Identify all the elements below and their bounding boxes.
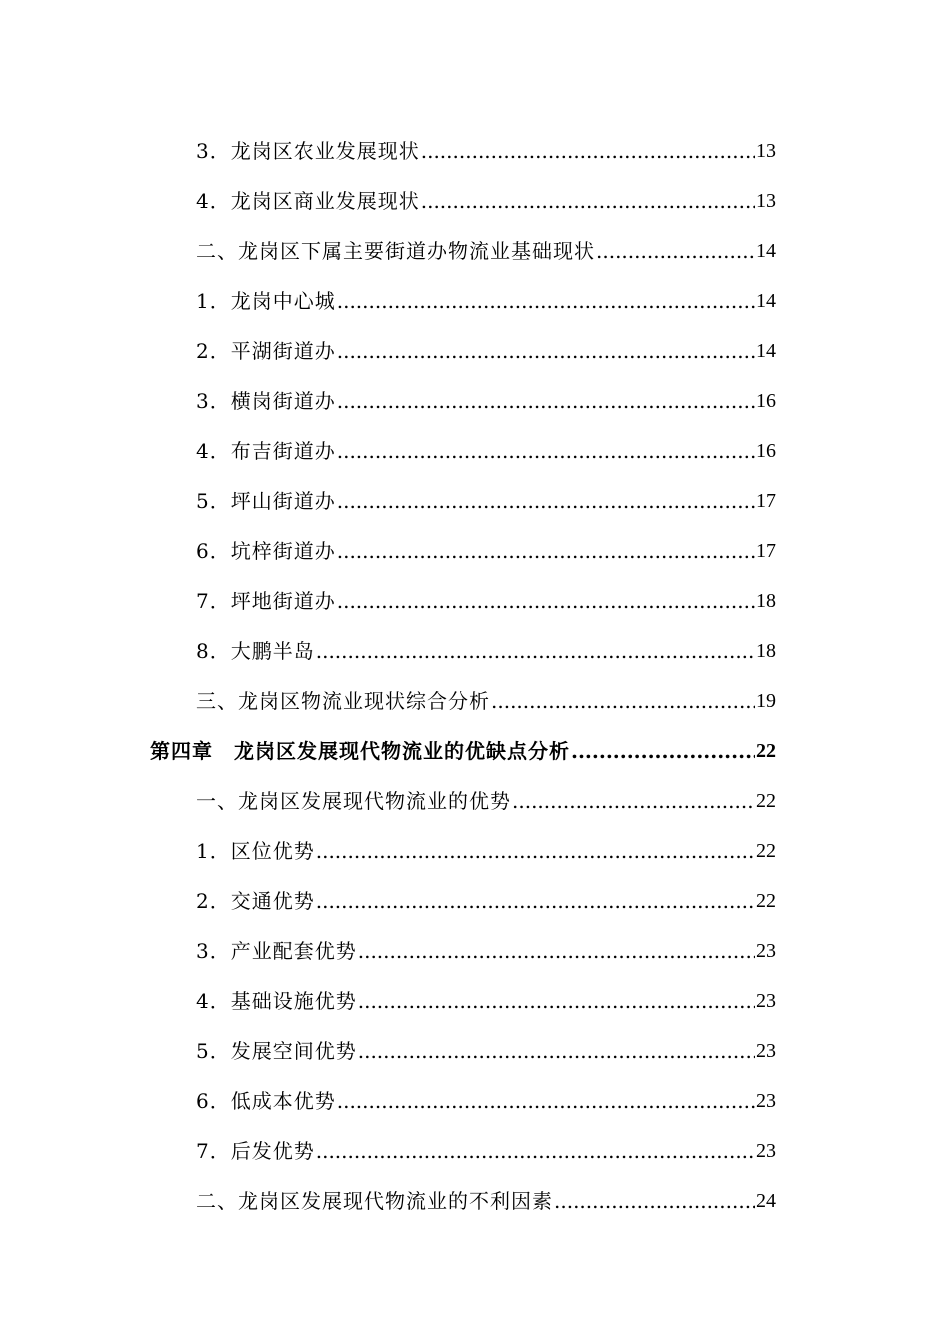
toc-entry-title: 7．后发优势 — [196, 1139, 315, 1163]
toc-entry-title: 4．龙岗区商业发展现状 — [196, 189, 420, 213]
toc-entry[interactable] — [196, 1076, 776, 1126]
toc-dot-leader — [337, 276, 755, 326]
toc-page-number: 18 — [756, 590, 776, 612]
toc-page-number: 14 — [756, 290, 776, 312]
toc-page-number: 14 — [756, 340, 776, 362]
toc-entry[interactable] — [196, 676, 776, 726]
toc-page-number: 24 — [756, 1190, 776, 1212]
toc-entry-title: 6．低成本优势 — [196, 1089, 336, 1113]
toc-entry-title: 1．区位优势 — [196, 839, 315, 863]
toc-dot-leader — [512, 776, 755, 826]
toc-dot-leader — [554, 1176, 755, 1226]
toc-dot-leader — [316, 826, 755, 876]
toc-entry[interactable] — [196, 176, 776, 226]
toc-page-number: 22 — [756, 790, 776, 812]
toc-entry[interactable] — [196, 626, 776, 676]
toc-entry-title: 三、龙岗区物流业现状综合分析 — [196, 689, 490, 713]
toc-entry-title: 6．坑梓街道办 — [196, 539, 336, 563]
toc-entry[interactable] — [196, 826, 776, 876]
toc-page-number: 16 — [756, 390, 776, 412]
toc-entry[interactable] — [196, 326, 776, 376]
toc-entry[interactable] — [196, 376, 776, 426]
toc-page-number: 16 — [756, 440, 776, 462]
toc-entry-title: 4．基础设施优势 — [196, 989, 357, 1013]
toc-page-number: 23 — [756, 1090, 776, 1112]
toc-dot-leader — [337, 1076, 755, 1126]
toc-page-number: 22 — [756, 840, 776, 862]
toc-dot-leader — [358, 926, 755, 976]
toc-entry-title: 2．平湖街道办 — [196, 339, 336, 363]
toc-page-number: 23 — [756, 940, 776, 962]
toc-dot-leader — [421, 126, 755, 176]
toc-entry-title: 3．龙岗区农业发展现状 — [196, 139, 420, 163]
toc-dot-leader — [571, 726, 755, 776]
toc-entry[interactable] — [196, 1126, 776, 1176]
toc-page-number: 13 — [756, 140, 776, 162]
toc-dot-leader — [316, 876, 755, 926]
toc-entry-title: 1．龙岗中心城 — [196, 289, 336, 313]
toc-entry-title: 5．坪山街道办 — [196, 489, 336, 513]
toc-dot-leader — [337, 576, 755, 626]
toc-dot-leader — [421, 176, 755, 226]
toc-dot-leader — [337, 476, 755, 526]
toc-dot-leader — [337, 426, 755, 476]
toc-entry-title: 一、龙岗区发展现代物流业的优势 — [196, 789, 511, 813]
toc-entry-title: 5．发展空间优势 — [196, 1039, 357, 1063]
toc-chapter-entry[interactable] — [150, 726, 776, 776]
toc-entry[interactable] — [196, 1176, 776, 1226]
toc-entry-title: 2．交通优势 — [196, 889, 315, 913]
toc-entry-title: 8．大鹏半岛 — [196, 639, 315, 663]
toc-entry[interactable] — [196, 1026, 776, 1076]
toc-page-number: 23 — [756, 990, 776, 1012]
toc-page-number: 17 — [756, 490, 776, 512]
toc-entry[interactable] — [196, 126, 776, 176]
toc-dot-leader — [358, 1026, 755, 1076]
toc-dot-leader — [491, 676, 755, 726]
toc-entry[interactable] — [196, 276, 776, 326]
toc-entry[interactable] — [196, 926, 776, 976]
toc-entry-title: 4．布吉街道办 — [196, 439, 336, 463]
toc-entry-title: 3．横岗街道办 — [196, 389, 336, 413]
toc-entry-title: 二、龙岗区下属主要街道办物流业基础现状 — [196, 239, 595, 263]
toc-entry[interactable] — [196, 576, 776, 626]
toc-page-number: 14 — [756, 240, 776, 262]
toc-entry[interactable] — [196, 426, 776, 476]
toc-chapter-title: 第四章 龙岗区发展现代物流业的优缺点分析 — [150, 739, 570, 763]
toc-page-number: 18 — [756, 640, 776, 662]
toc-page-number: 23 — [756, 1040, 776, 1062]
toc-page-number: 13 — [756, 190, 776, 212]
toc-dot-leader — [596, 226, 755, 276]
toc-dot-leader — [358, 976, 755, 1026]
toc-dot-leader — [337, 526, 755, 576]
toc-entry-title: 3．产业配套优势 — [196, 939, 357, 963]
toc-page-number: 19 — [756, 690, 776, 712]
toc-dot-leader — [316, 1126, 755, 1176]
toc-entry[interactable] — [196, 776, 776, 826]
toc-dot-leader — [337, 376, 755, 426]
toc-dot-leader — [316, 626, 755, 676]
toc-entry-title: 二、龙岗区发展现代物流业的不利因素 — [196, 1189, 553, 1213]
toc-dot-leader — [337, 326, 755, 376]
toc-page-number: 17 — [756, 540, 776, 562]
toc-page-number: 22 — [756, 890, 776, 912]
toc-entry-title: 7．坪地街道办 — [196, 589, 336, 613]
toc-entry[interactable] — [196, 976, 776, 1026]
toc-entry[interactable] — [196, 876, 776, 926]
toc-entry[interactable] — [196, 526, 776, 576]
toc-page-number: 23 — [756, 1140, 776, 1162]
toc-entry[interactable] — [196, 226, 776, 276]
toc-page-number: 22 — [756, 740, 776, 762]
toc-entry[interactable] — [196, 476, 776, 526]
